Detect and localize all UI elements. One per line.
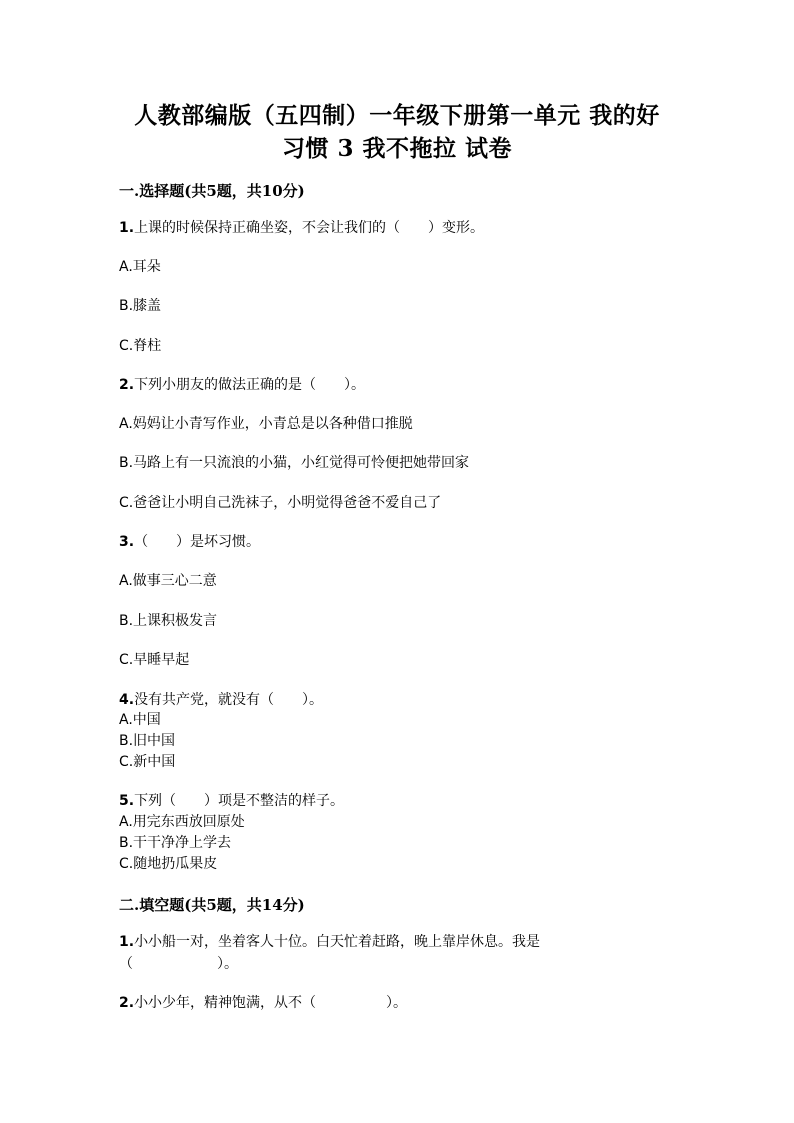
question-number: 3. [119,534,135,550]
question-text: （ ）是坏习惯。 [134,534,261,550]
exam-title-line1: 人教部编版（五四制）一年级下册第一单元 我的好 [134,102,660,129]
option-3c: C.早睡早起 [119,652,190,668]
option-4a: A.中国 [119,712,161,728]
question-number: 4. [119,692,135,708]
option-2b: B.马路上有一只流浪的小猫，小红觉得可怜便把她带回家 [119,455,470,471]
question-5 [119,792,344,810]
option-2c: C.爸爸让小明自己洗袜子，小明觉得爸爸不爱自己了 [119,495,442,511]
option-4b: B.旧中国 [119,733,176,749]
question-number: 1. [119,934,135,950]
option-2a: A.妈妈让小青写作业，小青总是以各种借口推脱 [119,416,413,432]
option-5a: A.用完东西放回原处 [119,814,245,830]
question-number: 2. [119,377,135,393]
question-number: 5. [119,793,135,809]
question-text: 下列小朋友的做法正确的是（ ）。 [134,377,366,393]
option-4c: C.新中国 [119,754,176,770]
question-text: 下列（ ）项是不整洁的样子。 [134,793,345,809]
fill-question-1-blank: （ ）。 [119,956,238,972]
question-2 [119,376,365,394]
option-3a: A.做事三心二意 [119,573,217,589]
section-heading-fill: 二.填空题(共5题，共14分) [119,896,305,914]
question-number: 2. [119,995,135,1011]
section-heading-choice: 一.选择题(共5题，共10分) [119,182,305,200]
option-3b: B.上课积极发言 [119,613,218,629]
question-1 [119,219,484,237]
question-number: 1. [119,220,135,236]
question-4 [119,691,323,709]
fill-question-2 [119,994,407,1012]
exam-title-line2: 习惯 3 我不拖拉 试卷 [281,135,513,162]
option-1a: A.耳朵 [119,259,161,275]
question-text: 没有共产党，就没有（ ）。 [134,692,324,708]
fill-question-1 [119,933,540,951]
question-3 [119,533,260,551]
question-text: 小小船一对，坐着客人十位。白天忙着赶路，晚上靠岸休息。我是 [134,934,541,950]
question-text: 小小少年，精神饱满，从不（ ）。 [134,995,408,1011]
question-text: 上课的时候保持正确坐姿，不会让我们的（ ）变形。 [134,220,485,236]
option-5c: C.随地扔瓜果皮 [119,856,218,872]
option-5b: B.干干净净上学去 [119,835,232,851]
option-1c: C.脊柱 [119,338,162,354]
option-1b: B.膝盖 [119,298,162,314]
